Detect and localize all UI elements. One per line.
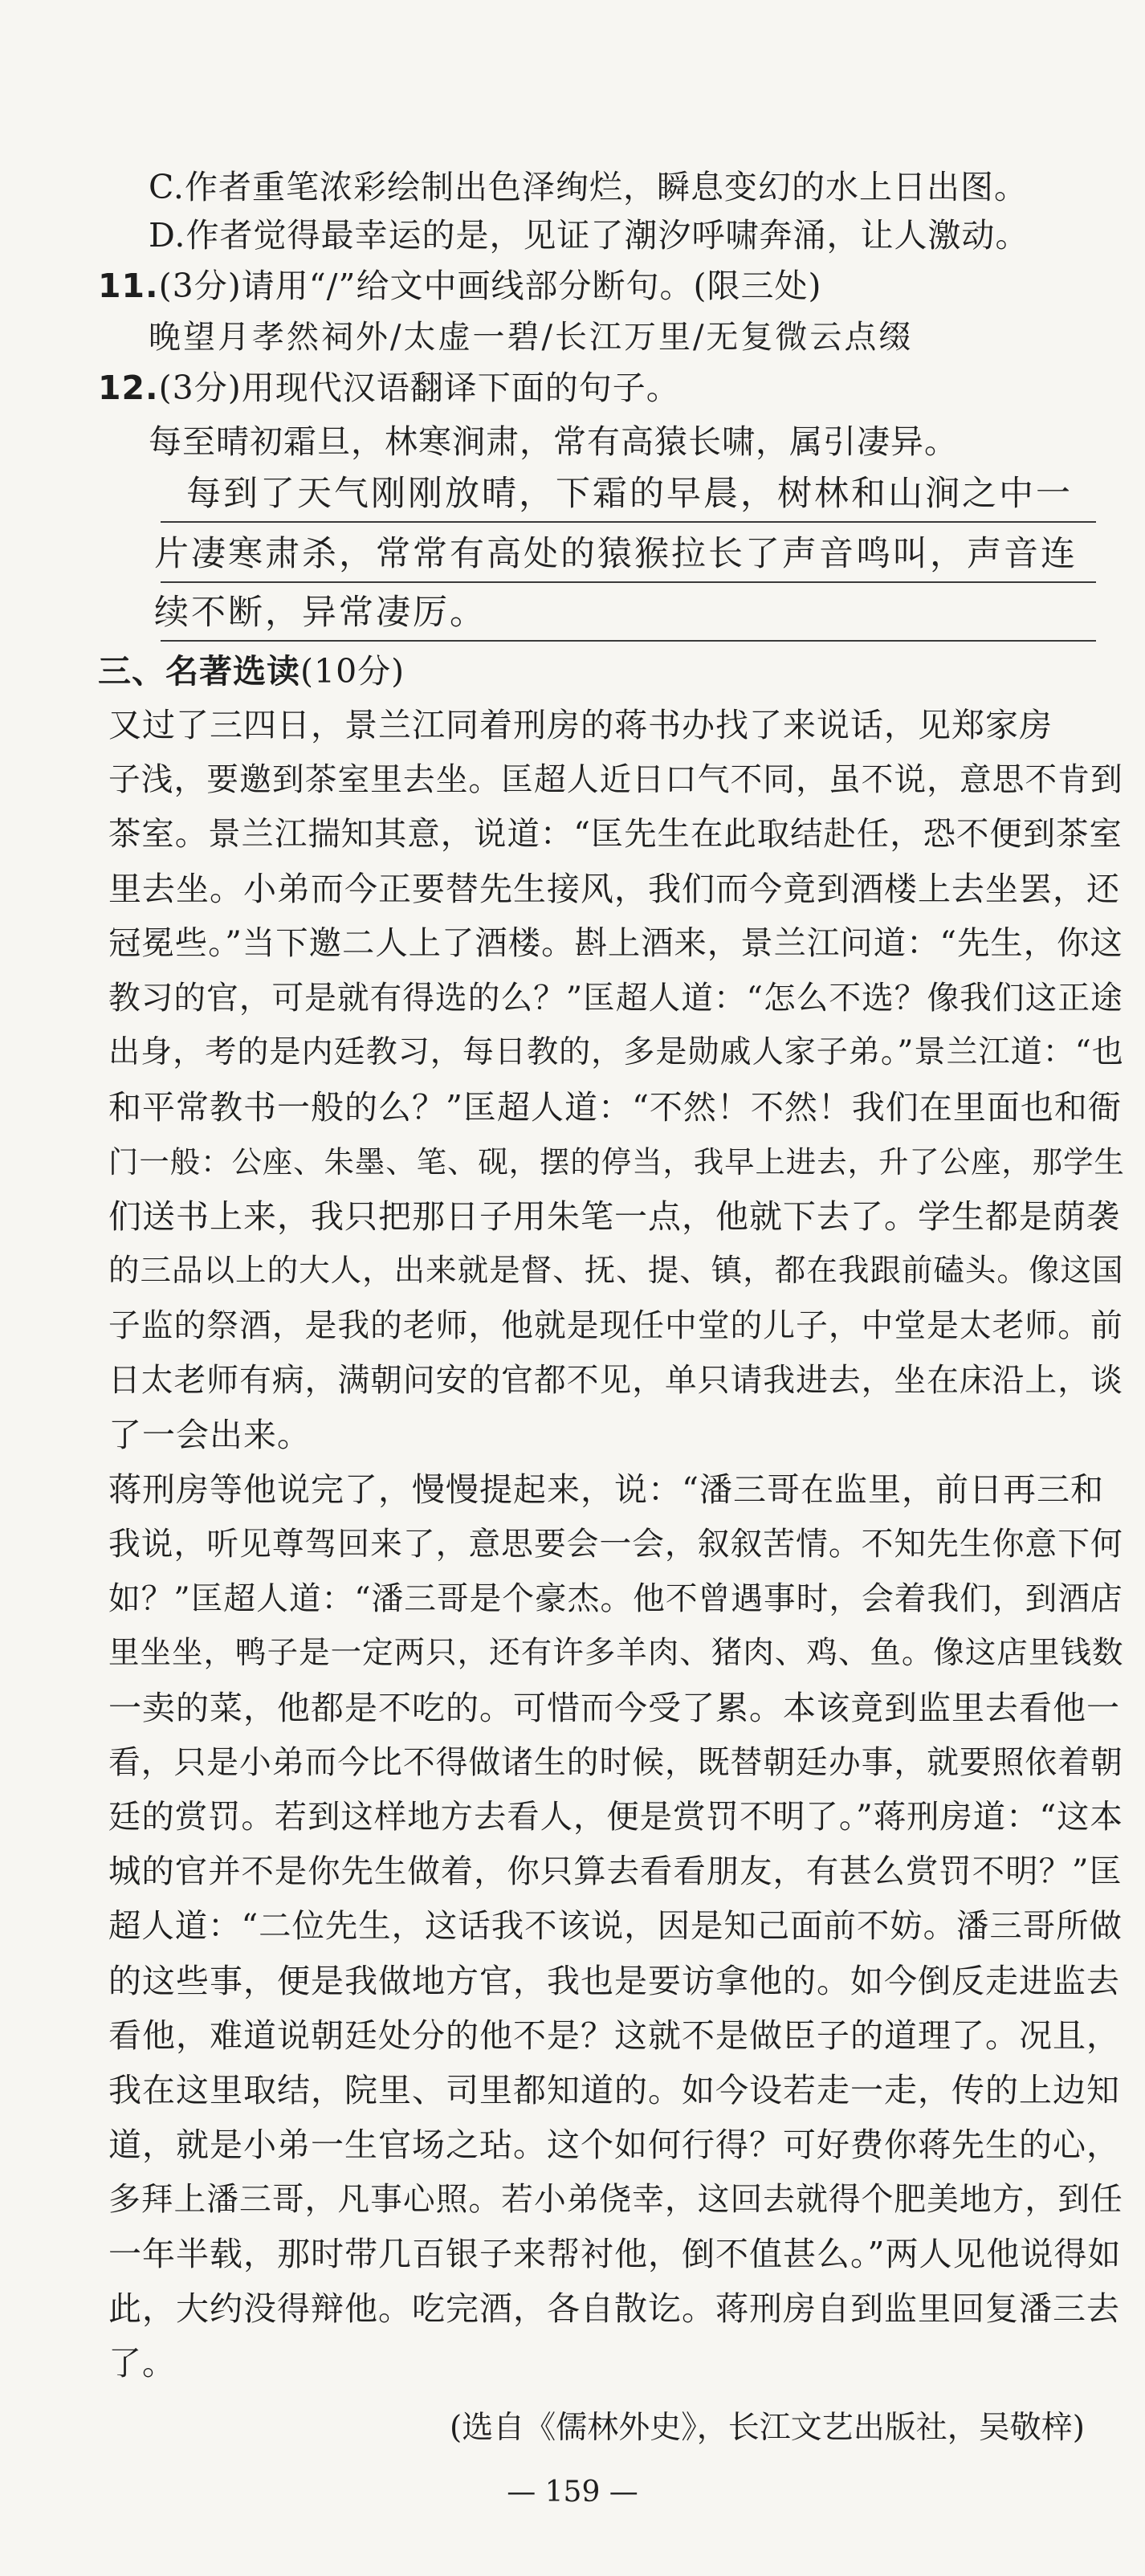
passage-line: 又过了三四日，景兰江同着刑房的蒋书办找了来说话，见郑家房 bbox=[108, 706, 1053, 744]
passage-line: 如？”匡超人道：“潘三哥是个豪杰。他不曾遇事时，会着我们，到酒店 bbox=[108, 1580, 1123, 1617]
passage-line: 里去坐。小弟而今正要替先生接风，我们而今竟到酒楼上去坐罢，还 bbox=[108, 870, 1120, 908]
passage-line: 我在这里取结，院里、司里都知道的。如今设若走一走，传的上边知 bbox=[108, 2071, 1120, 2109]
passage-line: 一年半载，那时带几百银子来帮衬他，倒不值甚么。”两人见他说得如 bbox=[108, 2235, 1122, 2273]
passage-line: 我说，听见尊驾回来了，意思要会一会，叙叙苦情。不知先生你意下何 bbox=[108, 1526, 1123, 1563]
question-11-number: 11. bbox=[98, 267, 159, 305]
question-12-sentence: 每至晴初霜旦，林寒涧肃，常有高猿长啸，属引凄异。 bbox=[149, 422, 958, 461]
option-d: D.作者觉得最幸运的是，见证了潮汐呼啸奔涌，让人激动。 bbox=[149, 216, 1029, 255]
answer-line-3: 续不断，异常凄厉。 bbox=[154, 593, 487, 633]
passage-line: 子监的祭酒，是我的老师，他就是现任中堂的儿子，中堂是太老师。前 bbox=[108, 1307, 1123, 1344]
question-12-prompt: (3分)用现代汉语翻译下面的句子。 bbox=[158, 369, 680, 407]
question-11-prompt: (3分)请用“/”给文中画线部分断句。(限三处) bbox=[158, 267, 822, 305]
passage-line: 们送书上来，我只把那日子用朱笔一点，他就下去了。学生都是荫袭 bbox=[108, 1197, 1120, 1236]
passage-line: 看，只是小弟而今比不得做诸生的时候，既替朝廷办事，就要照依着朝 bbox=[108, 1744, 1123, 1781]
passage-line: 教习的官，可是就有得选的么？”匡超人道：“怎么不选？像我们这正途 bbox=[108, 980, 1123, 1017]
answer-line-2: 片凄寒肃杀，常常有高处的猿猴拉长了声音鸣叫，声音连 bbox=[154, 534, 1078, 574]
question-11 bbox=[98, 263, 821, 308]
passage-line: 此，大约没得辩他。吃完酒，各自散讫。蒋刑房自到监里回复潘三去 bbox=[108, 2289, 1120, 2328]
question-11-answer: 晚望月孝然祠外/太虚一碧/长江万里/无复微云点缀 bbox=[149, 319, 914, 356]
passage-line: 门一般：公座、朱墨、笔、砚，摆的停当，我早上进去，升了公座，那学生 bbox=[108, 1144, 1125, 1180]
passage-line: 了。 bbox=[108, 2344, 176, 2382]
passage-line: 子浅，要邀到茶室里去坐。匡超人近日口气不同，虽不说，意思不肯到 bbox=[108, 761, 1123, 798]
page-number: — 159 — bbox=[507, 2476, 638, 2509]
passage-line: 日太老师有病，满朝问安的官都不见，单只请我进去，坐在床沿上，谈 bbox=[108, 1362, 1123, 1399]
passage-line: 多拜上潘三哥，凡事心照。若小弟侥幸，这回去就得个肥美地方，到任 bbox=[108, 2181, 1123, 2218]
section-3-heading bbox=[98, 649, 405, 694]
passage-line: 蒋刑房等他说完了，慢慢提起来，说：“潘三哥在监里，前日再三和 bbox=[108, 1470, 1104, 1509]
passage-line: 看他，难道说朝廷处分的他不是？这就不是做臣子的道理了。况且， bbox=[108, 2016, 1120, 2055]
passage-line: 道，就是小弟一生官场之玷。这个如何行得？可好费你蒋先生的心， bbox=[108, 2126, 1120, 2164]
passage-line: 茶室。景兰江揣知其意，说道：“匡先生在此取结赴任，恐不便到茶室 bbox=[108, 815, 1123, 853]
passage-line: 超人道：“二位先生，这话我不该说，因是知己面前不妨。潘三哥所做 bbox=[108, 1907, 1123, 1945]
section-3-title: 三、名著选读 bbox=[98, 652, 300, 691]
answer-rule-3 bbox=[161, 640, 1096, 642]
passage-line: 一卖的菜，他都是不吃的。可惜而今受了累。本该竟到监里去看他一 bbox=[108, 1689, 1120, 1727]
passage-line: 里坐坐，鸭子是一定两只，还有许多羊肉、猪肉、鸡、鱼。像这店里钱数 bbox=[108, 1635, 1124, 1671]
passage-line: 和平常教书一般的么？”匡超人道：“不然！不然！我们在里面也和衙 bbox=[108, 1088, 1122, 1127]
passage-line: 的三品以上的大人，出来就是督、抚、提、镇，都在我跟前磕头。像这国 bbox=[108, 1253, 1124, 1289]
question-12-number: 12. bbox=[98, 369, 159, 407]
option-c: C.作者重笔浓彩绘制出色泽绚烂，瞬息变幻的水上日出图。 bbox=[149, 168, 1028, 206]
question-12 bbox=[98, 365, 680, 410]
source-citation: (选自《儒林外史》，长江文艺出版社，吴敬梓) bbox=[450, 2410, 1085, 2446]
passage-line: 冠冕些。”当下邀二人上了酒楼。斟上酒来，景兰江问道：“先生，你这 bbox=[108, 924, 1123, 962]
answer-rule-1 bbox=[161, 521, 1096, 523]
answer-rule-2 bbox=[161, 581, 1096, 583]
section-3-points: (10分) bbox=[300, 652, 405, 691]
answer-line-1: 每到了天气刚刚放晴，下霜的早晨，树林和山涧之中一 bbox=[186, 474, 1073, 514]
passage-line: 了一会出来。 bbox=[108, 1416, 311, 1454]
passage-line: 出身，考的是内廷教习，每日教的，多是勋戚人家子弟。”景兰江道：“也 bbox=[108, 1034, 1124, 1070]
passage-line: 廷的赏罚。若到这样地方去看人，便是赏罚不明了。”蒋刑房道：“这本 bbox=[108, 1798, 1123, 1836]
passage-line: 的这些事，便是我做地方官，我也是要访拿他的。如今倒反走进监去 bbox=[108, 1962, 1120, 2000]
passage-line: 城的官并不是你先生做着，你只算去看看朋友，有甚么赏罚不明？”匡 bbox=[108, 1853, 1123, 1890]
